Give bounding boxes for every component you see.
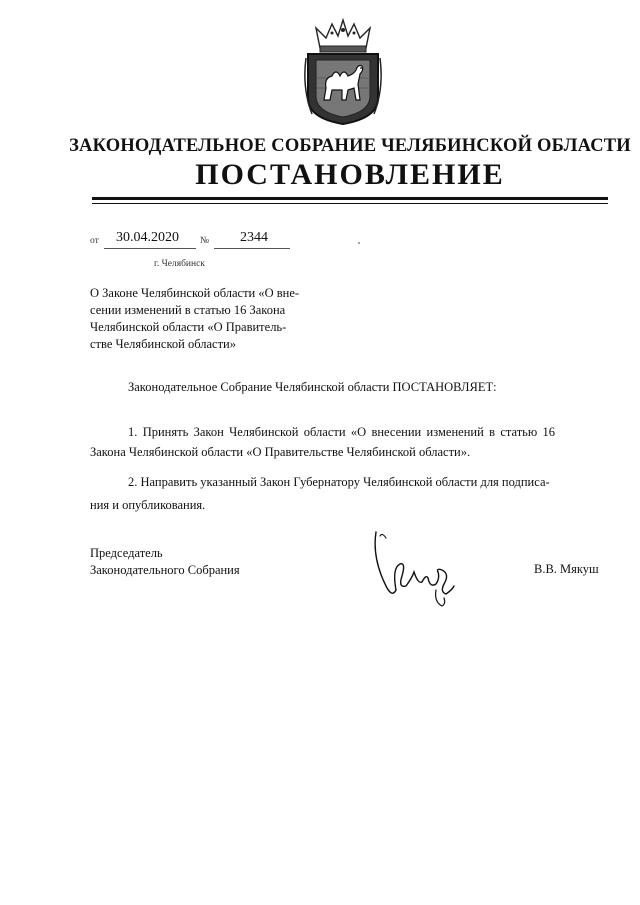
document-type-title: ПОСТАНОВЛЕНИЕ <box>195 158 505 191</box>
subject-line: Челябинской области «О Правитель- <box>90 320 287 334</box>
signatory-title-line-2: Законодательного Собрания <box>90 563 240 577</box>
item-2-line-2: ния и опубликования. <box>90 498 206 512</box>
item-1-line-2: Закона Челябинской области «О Правительстве Челябинской области». <box>90 445 471 459</box>
handwritten-signature-icon <box>366 528 466 610</box>
header-divider-thick <box>92 197 608 200</box>
organization-title: ЗАКОНОДАТЕЛЬНОЕ СОБРАНИЕ ЧЕЛЯБИНСКОЙ ОБЛАСТИ <box>69 136 631 156</box>
resolution-intro: Законодательное Собрание Челябинской области ПОСТАНОВЛЯЕТ: <box>128 380 497 394</box>
city-label: г. Челябинск <box>154 259 205 269</box>
subject-line: стве Челябинской области» <box>90 337 236 351</box>
date-underline <box>104 248 196 249</box>
number-underline <box>214 248 290 249</box>
item-1-line-1: 1. Принять Закон Челябинской области «О внесении изменений в статью 16 <box>128 425 556 439</box>
signatory-title-line-1: Председатель <box>90 546 163 560</box>
date-label: от <box>90 236 99 246</box>
scan-speck <box>358 242 360 244</box>
item-2-line-1: 2. Направить указанный Закон Губернатору Челябинской области для подписа- <box>128 475 550 489</box>
header-divider-thin <box>92 203 608 204</box>
document-date: 30.04.2020 <box>116 230 179 245</box>
signatory-title <box>90 545 240 579</box>
document-subject <box>90 285 330 353</box>
subject-line: сении изменений в статью 16 Закона <box>90 303 286 317</box>
signatory-name: В.В. Мякуш <box>534 562 599 576</box>
subject-line: О Законе Челябинской области «О вне- <box>90 286 300 300</box>
chelyabinsk-coat-of-arms-icon <box>302 18 384 126</box>
document-number: 2344 <box>240 230 268 245</box>
number-label: № <box>200 236 210 246</box>
